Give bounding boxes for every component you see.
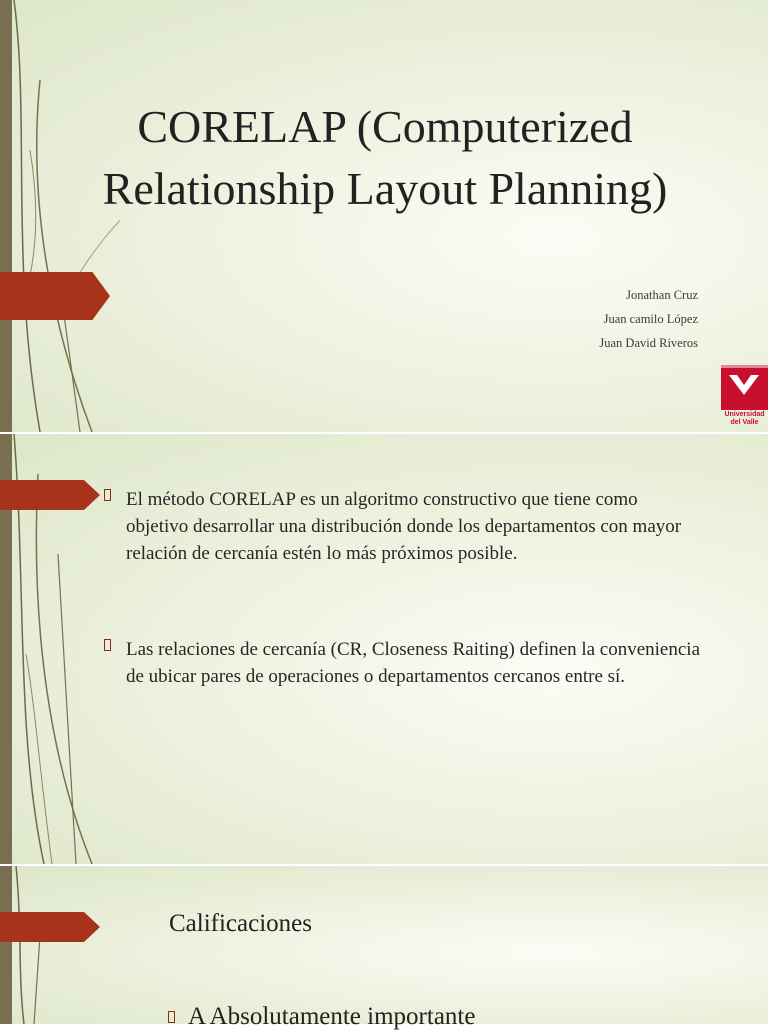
bullet-text: Las relaciones de cercanía (CR, Closeness Raiting) definen la conveniencia de ubicar pares de operaciones o departamentos cercanos entre sí.: [126, 639, 700, 687]
university-logo: [721, 365, 768, 432]
vine-decoration: [0, 866, 120, 1024]
university-logo-text: Universidad del Valle: [724, 411, 765, 426]
author-name: Jonathan Cruz: [626, 288, 698, 302]
slide-heading: Calificaciones: [169, 910, 312, 937]
title-line-2: Relationship Layout Planning): [102, 163, 668, 214]
bullet-item: [104, 486, 704, 567]
accent-tab: [0, 480, 100, 510]
accent-tab: [0, 912, 100, 942]
author-name: Juan David Riveros: [599, 336, 698, 350]
slide-content: [0, 434, 768, 864]
bullet-text: El método CORELAP es un algoritmo constructivo que tiene como objetivo desarrollar una distribución donde los departamentos con mayor relación de cercanía estén lo más próximos posible.: [126, 489, 682, 564]
bullet-marker-icon: [104, 489, 111, 501]
title-line-1: CORELAP (Computerized: [137, 101, 633, 152]
bullet-marker-icon: [168, 1011, 175, 1023]
authors: [599, 283, 698, 355]
bullet-item: [104, 636, 704, 690]
slide-title: [0, 0, 768, 432]
author-name: Juan camilo López: [603, 312, 698, 326]
bullet-text: A Absolutamente importante: [188, 1003, 476, 1030]
bullet-marker-icon: [104, 639, 111, 651]
slide-ratings: [0, 866, 768, 1024]
slide-title-text: [40, 96, 730, 220]
university-logo-mark: [721, 365, 768, 410]
bullet-item: [168, 1003, 475, 1031]
accent-tab: [0, 272, 110, 320]
